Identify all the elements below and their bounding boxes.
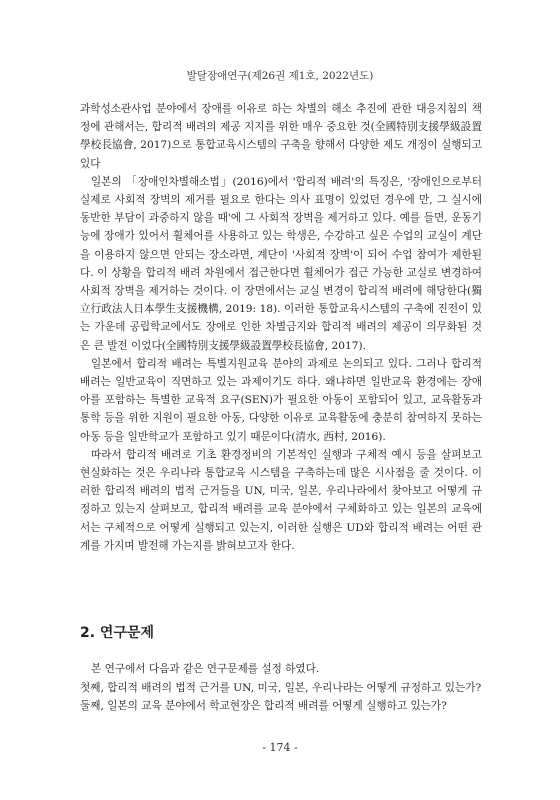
paragraph-1: 과학성소관사업 분야에서 장애를 이유로 하는 차별의 해소 추진에 관한 대응지침의 책정에 관해서는, 합리적 배려의 제공 지지를 위한 매우 중요한 것(全國特別支援學級設置學校長協會, 2017)으로 통합교육시스템의 구축을 향해서 다양한 제도 개정이 실행되고 있다 (80, 103, 482, 170)
body-text (80, 100, 482, 555)
paragraph-2: 일본의 「장애인차별해소법」(2016)에서 '합리적 배려'의 특징은, '장애인으로부터 실제로 사회적 장벽의 제거를 필요로 한다는 의사 표명이 있었던 경우에 만, 그 실시에 동반한 부담이 과중하지 않을 때'에 그 사회적 장벽을 제거하고 있다. 예를 들면, 운동기능에 장애가 있어서 휠체어를 사용하고 있는 학생은, 수강하고 싶은 수업의 교실이 계단을 이용하지 않으면 안되는 장소라면, 계단이 '사회적 장벽'이 되어 수업 참여가 제한된다. 이 상황을 합리적 배려 차원에서 접근한다면 휠체어가 접근 가능한 교실로 변경하여 사회적 장벽을 제거하는 것이다. 이 장면에서는 교실 변경이 합리적 배려에 해당한다(獨立行政法人日本學生支援機構, 2019: 18). 이러한 통합교육시스템의 구축에 진전이 있는 가운데 공립학교에서도 장애로 인한 차별금지와 합리적 배려의 제공이 의무화된 것은 큰 발전 이었다(全國特別支援學級設置學校長協會, 2017). (80, 175, 482, 352)
paragraph-3: 일본에서 합리적 배려는 특별지원교육 분야의 과제로 논의되고 있다. 그러나 합리적 배려는 일반교육이 직면하고 있는 과제이기도 하다. 왜냐하면 일반교육 환경에는 장애아를 포함하는 특별한 교육적 요구(SEN)가 필요한 아동이 포함되어 있고, 교육활동과 통학 등을 위한 지원이 필요한 아동, 다양한 이유로 교육활동에 충분히 참여하지 못하는 아동 등을 일반학교가 포함하고 있기 때문이다(清水, 西村, 2016). (80, 357, 482, 443)
research-question-2: 둘째, 일본의 교육 분야에서 학교현장은 합리적 배려를 어떻게 실행하고 있는가? (80, 700, 447, 712)
research-questions (80, 660, 482, 716)
research-question-1: 첫째, 합리적 배려의 법적 근거를 UN, 미국, 일본, 우리나라는 어떻게 규정하고 있는가? (80, 681, 482, 694)
research-questions-intro: 본 연구에서 다음과 같은 연구문제를 설정 하였다. (91, 663, 320, 675)
paragraph-4: 따라서 합리적 배려로 기초 환경정비의 기본적인 실행과 구체적 예시 등을 살펴보고 현실화하는 것은 우리나라 통합교육 시스템을 구축하는데 많은 시사점을 줄 것이다. 이러한 합리적 배려의 법적 근거들을 UN, 미국, 일본, 우리나라에서 찾아보고 어떻게 규정하고 있는지 살펴보고, 합리적 배려를 교육 분야에서 구체화하고 있는 일본의 교육에서는 구체적으로 어떻게 실행되고 있는지, 이러한 실행은 UD와 합리적 배려는 어떤 관계를 가지며 발전해 가는지를 밝혀보고자 한다. (80, 448, 482, 552)
page-number: - 174 - (262, 741, 298, 754)
running-head: 발달장애연구(제26권 제1호, 2022년도) (186, 70, 374, 82)
section-heading: 2. 연구문제 (80, 625, 155, 641)
